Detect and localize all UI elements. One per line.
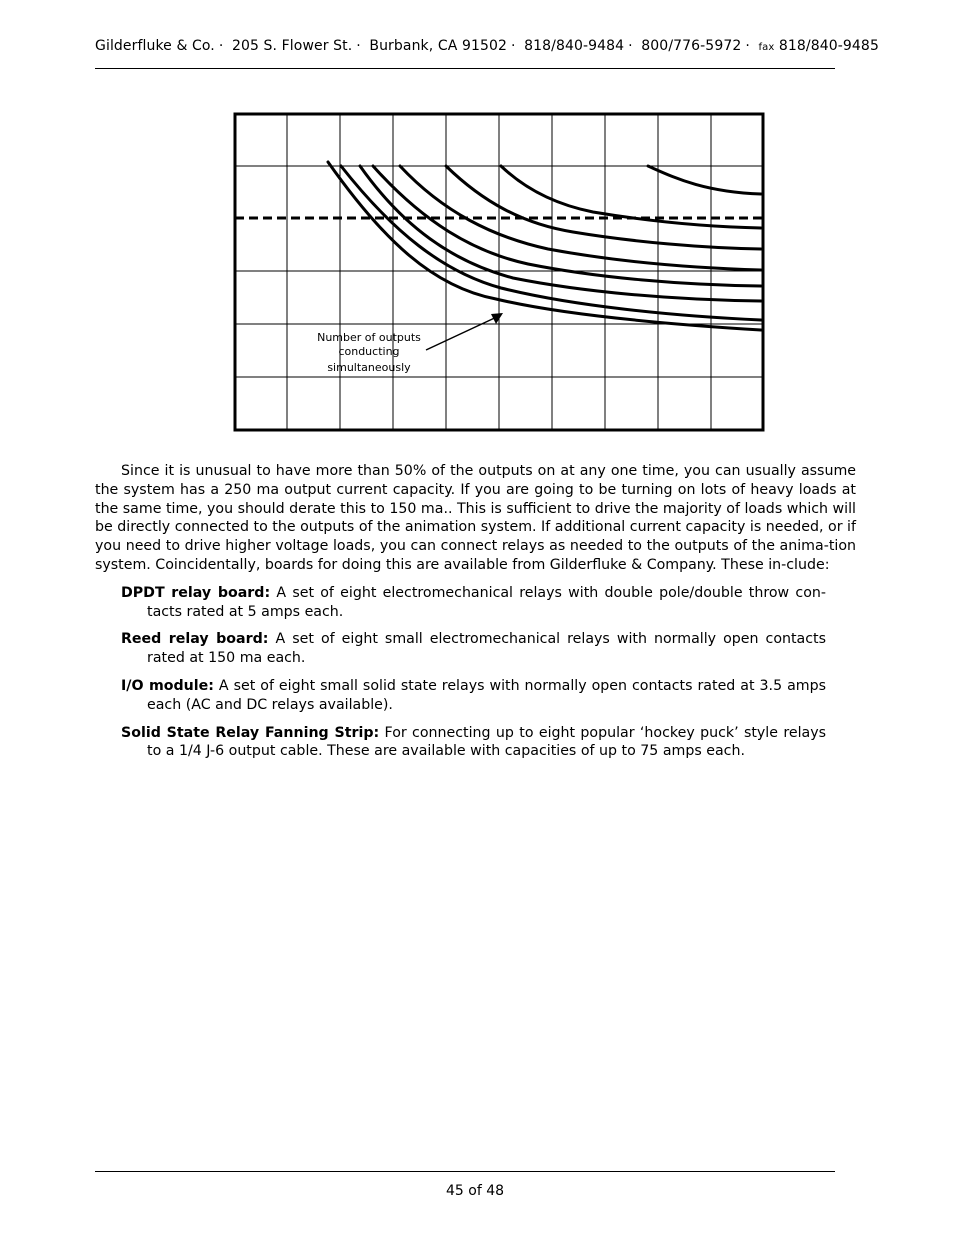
- list-item-reed: [121, 630, 826, 668]
- footer-rule: [95, 1171, 835, 1172]
- fax-label: fax: [758, 42, 775, 53]
- annotation-line-3: simultaneously: [327, 361, 411, 374]
- fax-number: 818/840-9485: [778, 38, 879, 54]
- curve-6: [446, 166, 761, 249]
- derating-figure: [233, 112, 765, 432]
- item-term: Reed relay board:: [121, 631, 269, 648]
- body-text: [95, 462, 856, 761]
- phone-2: 800/776-5972: [641, 38, 742, 54]
- phone-1: 818/840-9484: [524, 38, 625, 54]
- curve-7: [501, 166, 761, 228]
- annotation-line-1: Number of outputs: [317, 331, 421, 344]
- company-name: Gilderfluke & Co.: [95, 38, 215, 54]
- page-number: 45 of 48: [445, 1183, 505, 1199]
- item-text: A set of eight small solid state relays with normally open contacts rated at 3.5 amps each (AC and DC relays available).: [147, 677, 827, 713]
- annotation-line-2: conducting: [338, 345, 400, 358]
- annotation-arrow: [426, 315, 501, 350]
- list-item-dpdt: [121, 584, 826, 622]
- figure-grid: [235, 114, 763, 430]
- curve-8: [648, 166, 761, 194]
- header-rule: [95, 68, 835, 69]
- item-term: Solid State Relay Fanning Strip:: [121, 724, 380, 741]
- item-term: DPDT relay board:: [121, 584, 271, 601]
- list-item-ssr: [121, 724, 826, 762]
- item-text: For connecting up to eight popular ‘hockey puck’ style relays to a 1/4 J-6 output cable. These are available with capacities of up to 75 amps each.: [147, 724, 826, 760]
- item-term: I/O module:: [121, 677, 214, 694]
- list-item-io: [121, 677, 826, 715]
- item-text: A set of eight small electromechanical relays with normally open contacts rated at 150 ma each.: [147, 631, 827, 667]
- intro-paragraph: Since it is unusual to have more than 50% of the outputs on at any one time, you can usually assume the system has a 250 ma output current capacity. If you are going to be turning on lots of heavy loads at the same time, you should derate this to 150 ma.. This is sufficient to drive the majority of loads which will be directly connected to the outputs of the animation system. If additional current capacity is needed, or if you need to drive higher voltage loads, you can connect relays as needed to the outputs of the anima-tion system. Coincidentally, boards for doing this are available from Gilderfluke & Company. These in-clude:: [95, 463, 856, 573]
- item-text: A set of eight electromechanical relays with double pole/double throw con-tacts rated at 5 amps each.: [147, 584, 826, 620]
- street-address: 205 S. Flower St.: [231, 38, 353, 54]
- page-header: Gilderfluke & Co. · 205 S. Flower St. · Burbank, CA 91502 · 818/840-9484 · 800/776-5972 · fax 818/840-9485: [95, 38, 879, 54]
- city: Burbank, CA 91502: [369, 38, 507, 54]
- curve-2: [341, 166, 761, 320]
